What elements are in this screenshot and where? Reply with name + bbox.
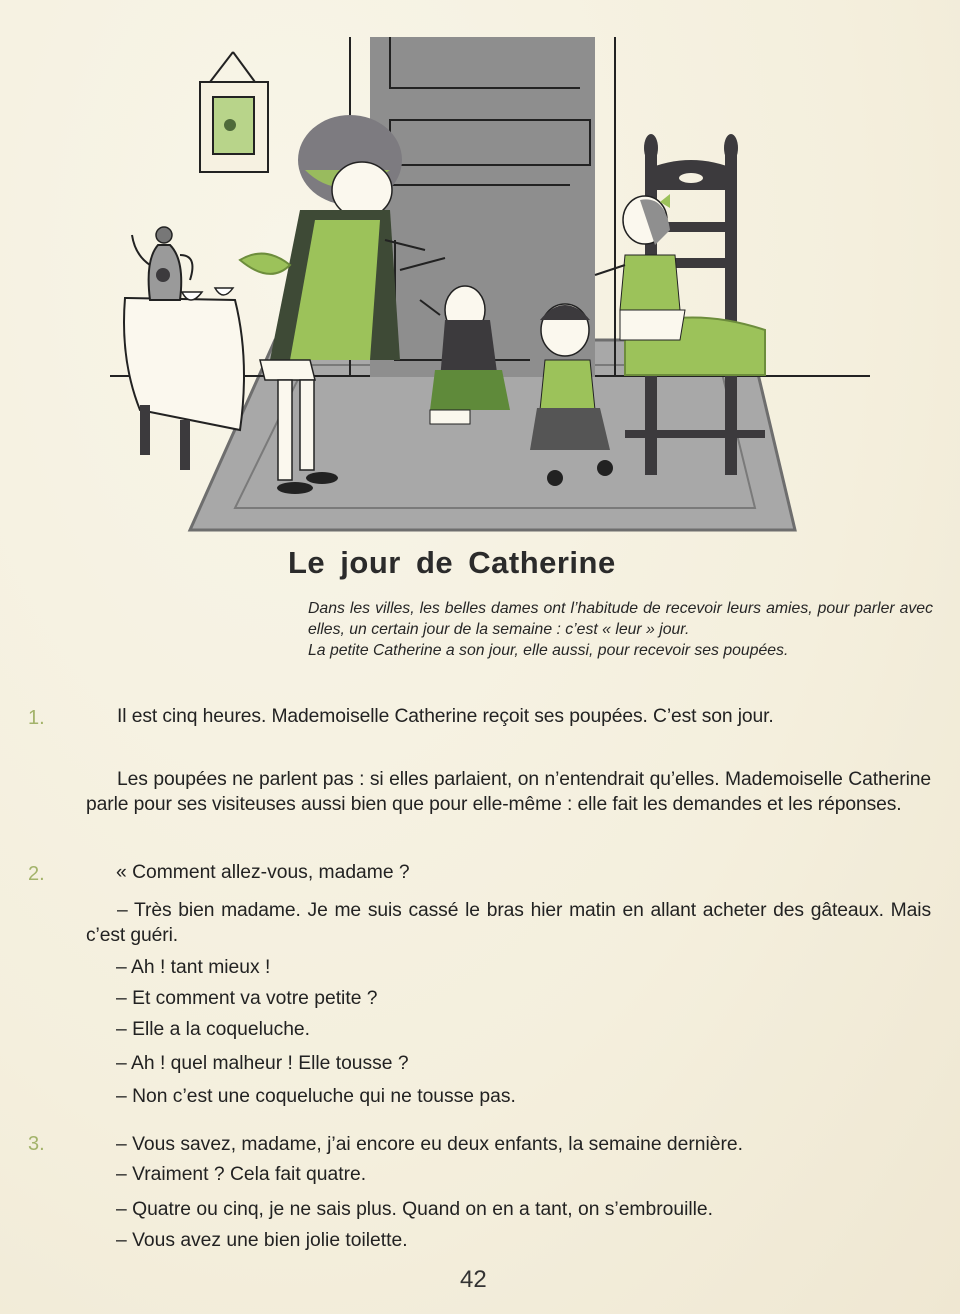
section-number: 2. [28, 863, 45, 885]
intro-paragraph: Dans les villes, les belles dames ont l’habitude de recevoir leurs amies, pour parler avec elles, un certain jour de la semaine : c’est « leur » jour. [308, 600, 933, 638]
section-number: 1. [28, 707, 45, 729]
dialogue-line: – Et comment va votre petite ? [116, 988, 378, 1009]
dialogue-line: – Quatre ou cinq, je ne sais plus. Quand on en a tant, on s’embrouille. [116, 1199, 714, 1220]
section-number: 3. [28, 1133, 45, 1155]
dialogue-line: – Ah ! quel malheur ! Elle tousse ? [116, 1053, 409, 1074]
paragraph: Les poupées ne parlent pas : si elles parlaient, on n’entendrait qu’elles. Mademoiselle Catherine parle pour ses visiteuses aussi bien que pour elle-même : elle fait les demandes et les réponses. [86, 769, 931, 815]
dialogue-line: « Comment allez-vous, madame ? [116, 862, 410, 883]
dialogue-line: – Ah ! tant mieux ! [116, 957, 271, 978]
dialogue-line: – Vous avez une bien jolie toilette. [116, 1230, 408, 1251]
tea-table [124, 227, 244, 470]
dialogue-line: – Vous savez, madame, j’ai encore eu deux enfants, la semaine dernière. [116, 1134, 744, 1155]
illustration-catherine-and-dolls [100, 30, 880, 540]
intro-paragraph: La petite Catherine a son jour, elle aussi, pour recevoir ses poupées. [308, 642, 789, 659]
page-title: Le jour de Catherine [288, 545, 616, 580]
wall-picture [200, 52, 268, 172]
paragraph: Il est cinq heures. Mademoiselle Catherine reçoit ses poupées. C’est son jour. [117, 706, 774, 727]
dialogue-line: – Non c’est une coqueluche qui ne tousse pas. [116, 1086, 516, 1107]
intro-text [308, 598, 933, 661]
page-number: 42 [460, 1266, 487, 1293]
dialogue-line: – Elle a la coqueluche. [116, 1019, 311, 1040]
dialogue-line: – Vraiment ? Cela fait quatre. [116, 1164, 367, 1185]
doll-on-chair [595, 194, 685, 340]
dialogue-line: – Très bien madame. Je me suis cassé le bras hier matin en allant acheter des gâteaux. Mais c’est guéri. [86, 900, 931, 946]
